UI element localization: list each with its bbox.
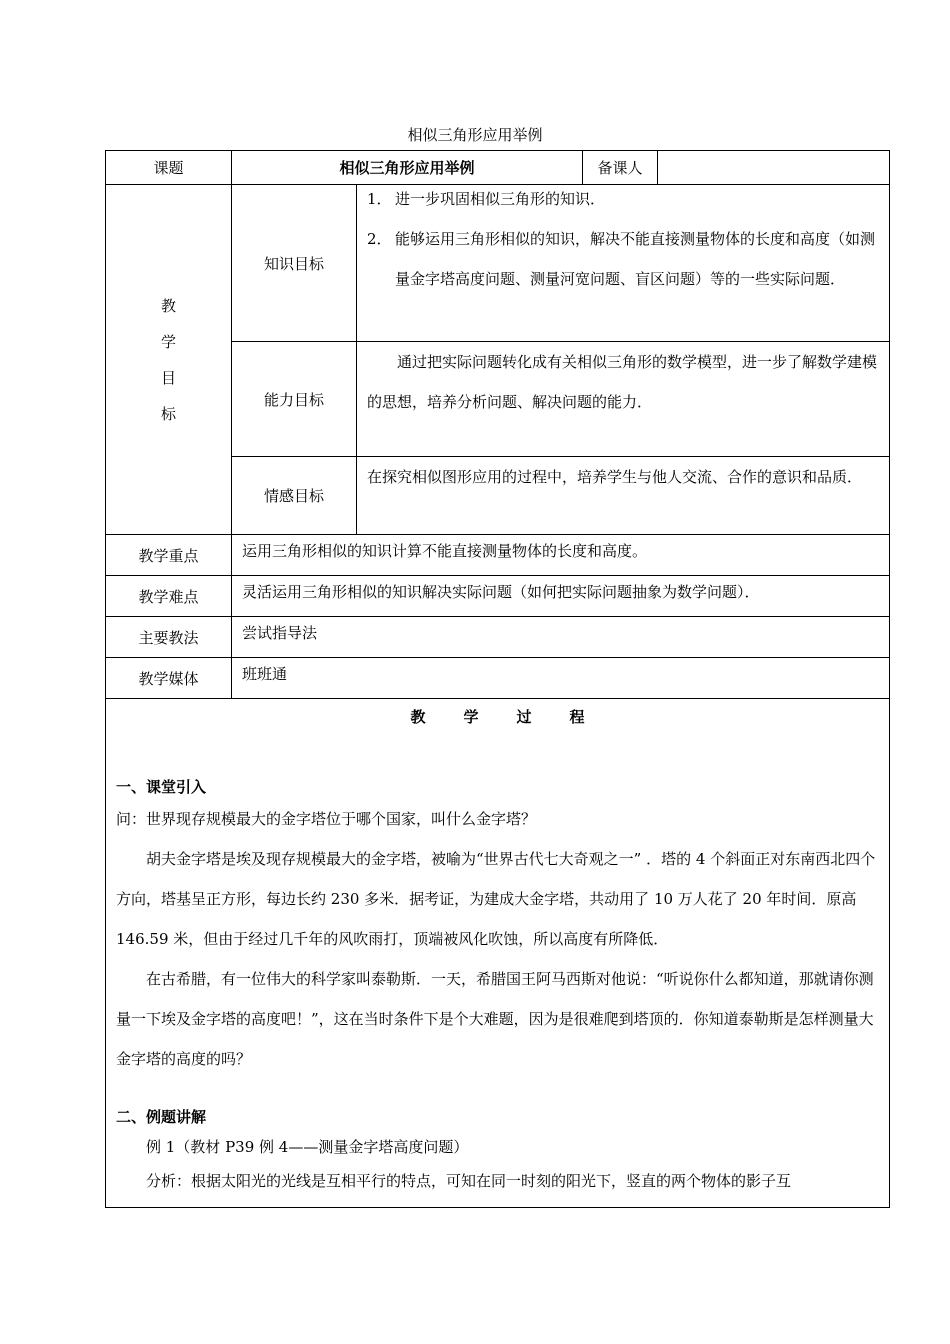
topic-label: 课题 — [106, 151, 232, 185]
list-item: 2． 能够运用三角形相似的知识，解决不能直接测量物体的长度和高度（如测量金字塔高度问题、测量河宽问题、盲区问题）等的一些实际问题． — [367, 230, 876, 288]
analysis-text: 分析：根据太阳光的光线是互相平行的特点，可知在同一时刻的阳光下，竖直的两个物体的影子互 — [146, 1172, 792, 1190]
lesson-plan-table — [105, 150, 890, 1208]
teaching-objectives-label: 教 学 目 标 — [106, 185, 232, 535]
paragraph: 胡夫金字塔是埃及现存规模最大的金字塔，被喻为“世界古代七大奇观之一” ．塔的 4 个斜面正对东南西北四个方向，塔基呈正方形，每边长约 230 多米．据考证，为建成大金字塔，共动用了 10 万人花了 20 年时间．原高 146.59 米，但由于经过几千年的风吹雨打，顶端被风化吹蚀，所以高度有所降低． — [116, 850, 876, 948]
method-label: 主要教法 — [106, 617, 232, 658]
ability-objective-content: 通过把实际问题转化成有关相似三角形的数学模型，进一步了解数学建模的思想，培养分析问题、解决问题的能力． — [357, 342, 890, 457]
document-title: 相似三角形应用举例 — [407, 126, 543, 144]
table-row — [106, 535, 890, 576]
ability-objective-label: 能力目标 — [232, 342, 357, 457]
knowledge-objective-row — [106, 185, 890, 342]
preparer-label: 备课人 — [583, 151, 658, 185]
media-label: 教学媒体 — [106, 658, 232, 699]
emotion-objective-label: 情感目标 — [232, 457, 357, 535]
example-heading: 例 1（教材 P39 例 4——测量金字塔高度问题） — [146, 1138, 469, 1156]
knowledge-objective-label: 知识目标 — [232, 185, 357, 342]
emotion-objective-content: 在探究相似图形应用的过程中，培养学生与他人交流、合作的意识和品质． — [357, 457, 890, 535]
table-row — [106, 617, 890, 658]
section-title: 二、例题讲解 — [116, 1108, 207, 1126]
section-title: 一、课堂引入 — [116, 778, 207, 796]
paragraph: 在古希腊，有一位伟大的科学家叫泰勒斯．一天，希腊国王阿马西斯对他说：“听说你什么都知道，那就请你测量一下埃及金字塔的高度吧！”，这在当时条件下是个大难题，因为是很难爬到塔顶的．你知道泰勒斯是怎样测量大金字塔的高度的吗？ — [116, 970, 874, 1068]
method-value: 尝试指导法 — [232, 617, 890, 658]
difficulty-value: 灵活运用三角形相似的知识解决实际问题（如何把实际问题抽象为数学问题）． — [232, 576, 890, 617]
process-heading: 教学过程 — [410, 708, 623, 726]
question-text: 问：世界现存规模最大的金字塔位于哪个国家，叫什么金字塔？ — [116, 810, 537, 828]
topic-value: 相似三角形应用举例 — [232, 151, 583, 185]
key-point-label: 教学重点 — [106, 535, 232, 576]
knowledge-objective-content — [357, 185, 890, 342]
table-row — [106, 576, 890, 617]
media-value: 班班通 — [232, 658, 890, 699]
difficulty-label: 教学难点 — [106, 576, 232, 617]
table-row — [106, 658, 890, 699]
teaching-process-row — [106, 699, 890, 1208]
teaching-process-content — [106, 699, 890, 1208]
list-item: 1． 进一步巩固相似三角形的知识． — [367, 190, 606, 208]
key-point-value: 运用三角形相似的知识计算不能直接测量物体的长度和高度。 — [232, 535, 890, 576]
